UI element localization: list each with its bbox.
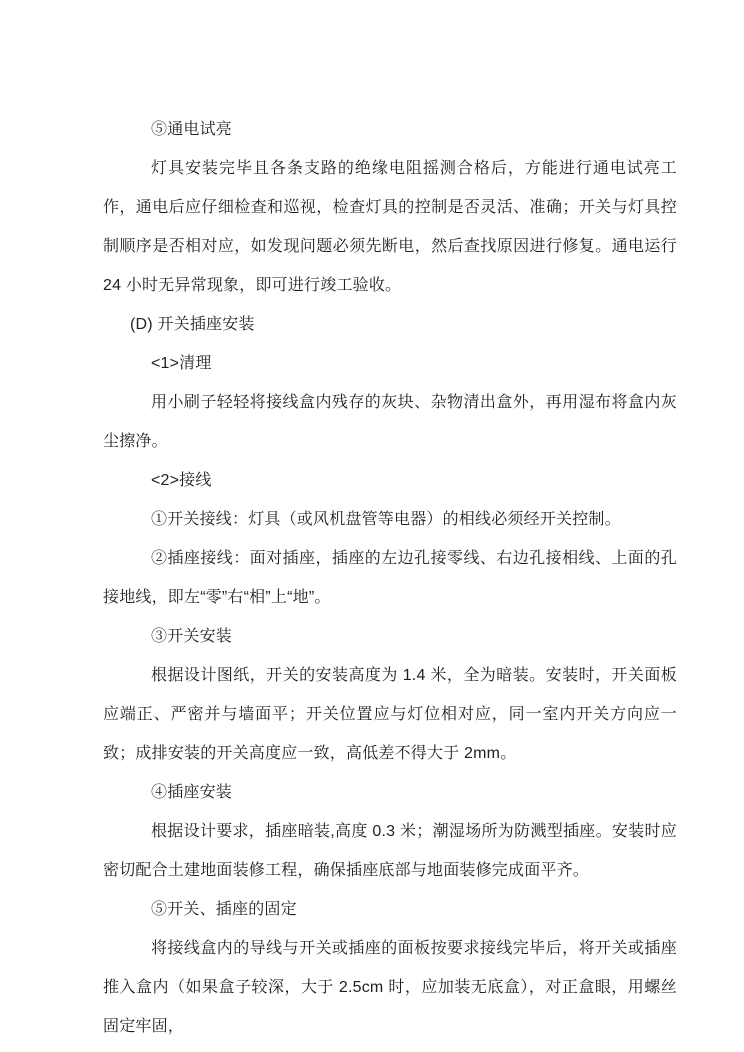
heading-item-5-switch-socket-fixing: ⑤开关、插座的固定 <box>151 901 297 918</box>
document-body <box>103 110 677 1046</box>
paragraph-switch-install-body: 根据设计图纸，开关的安装高度为 1.4 米，全为暗装。安装时，开关面板应端正、严密并与墙面平；开关位置应与灯位相对应，同一室内开关方向应一致；成排安装的开关高度应一致，高低差不得大于 2mm。 <box>103 667 677 762</box>
paragraph-socket-wiring: ②插座接线：面对插座，插座的左边孔接零线、右边孔接相线、上面的孔接地线，即左“零”右“相”上“地”。 <box>103 550 677 606</box>
paragraph-switch-wiring: ①开关接线：灯具（或风机盘管等电器）的相线必须经开关控制。 <box>151 511 621 528</box>
paragraph-cleaning-body: 用小刷子轻轻将接线盒内残存的灰块、杂物清出盒外，再用湿布将盒内灰尘擦净。 <box>103 394 677 450</box>
heading-power-on-test: ⑤通电试亮 <box>151 121 233 138</box>
paragraph-power-on-test-body: 灯具安装完毕且各条支路的绝缘电阻摇测合格后，方能进行通电试亮工作，通电后应仔细检查和巡视，检查灯具的控制是否灵活、准确；开关与灯具控制顺序是否相对应，如发现问题必须先断电，然后查找原因进行修复。通电运行 24 小时无异常现象，即可进行竣工验收。 <box>103 160 677 294</box>
heading-item-3-switch-install: ③开关安装 <box>151 628 233 645</box>
heading-step-1-cleaning: <1>清理 <box>151 355 212 372</box>
paragraph-fixing-body: 将接线盒内的导线与开关或插座的面板按要求接线完毕后，将开关或插座推入盒内（如果盒子较深，大于 2.5cm 时，应加装无底盒），对正盒眼，用螺丝固定牢固， <box>103 940 677 1035</box>
heading-step-2-wiring: <2>接线 <box>151 472 212 489</box>
heading-item-4-socket-install: ④插座安装 <box>151 784 233 801</box>
paragraph-socket-install-body: 根据设计要求，插座暗装,高度 0.3 米；潮湿场所为防溅型插座。安装时应密切配合土建地面装修工程，确保插座底部与地面装修完成面平齐。 <box>103 823 677 879</box>
heading-section-d-switch-socket-install: (D) 开关插座安装 <box>130 316 255 333</box>
